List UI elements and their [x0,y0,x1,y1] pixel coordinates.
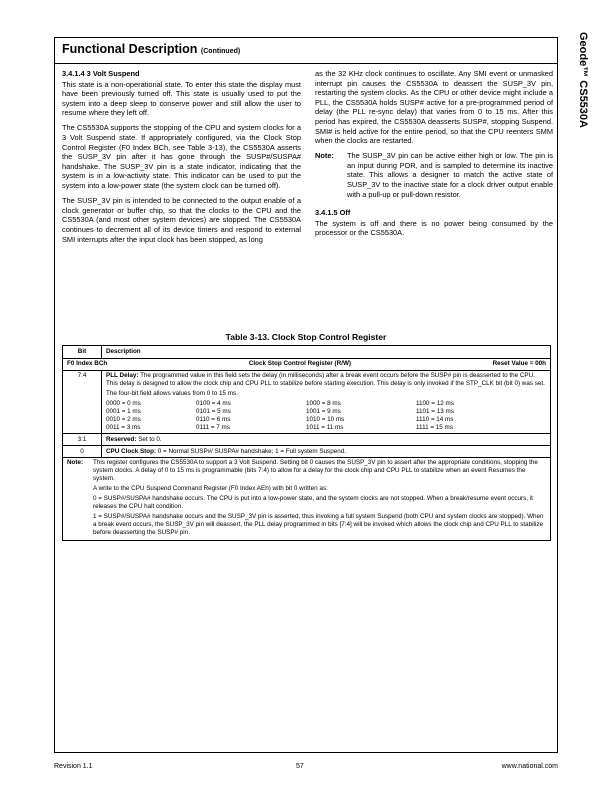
side-title: Geode™ CS5530A [577,32,589,128]
description-cell [102,446,551,458]
field-label: PLL Delay: [106,372,139,380]
delay-value: 0000 = 0 ms [106,400,141,408]
column-header-bit: Bit [63,346,102,359]
paragraph: The CS5530A supports the stopping of the CPU and system clocks for a 3 Volt Suspend state. If appropriately configured, via the Clock Stop Control Register (F0 Index BCh, see Table 3-13), the CS5530A asserts the SUSP_3V pin after it has gone through the SUSP#/SUSPA# handshake. The SUSP_3V pin is a state indicator, indicating that the system is in a low-activity state. This indicator can be used to put the system into a low-power state (the system clock can be turned off). [62,123,301,191]
paragraph: The SUSP_3V pin is intended to be connected to the output enable of a clock generator or buffer chip, so that the clocks to the CPU and the CS5530A (and most other system devices) are stopped. The CS5530A continues to decrement all of its device timers and respond to external SMI interrupts after the input clock has been stopped, as long [62,196,301,244]
table-note-cell [63,457,551,540]
table-note-paragraph: 0 = SUSP#/SUSPA# handshake occurs. The CPU is put into a low-power state, and the system clocks are not stopped. When a break/resume event occurs, it releases the CPU halt condition. [93,495,533,510]
field-text: The programmed value in this field sets the delay (in milliseconds) after a break event occurs before the SUSP# pin is deasserted to the CPU. This delay is designed to allow the clock chip and CPU PLL to stabilize before starting execution. This delay is only invoked if the STP_CLK bit (bit 0) was set. [106,372,545,388]
delay-value: 0101 = 5 ms [196,407,231,415]
delay-value: 1001 = 9 ms [306,407,341,415]
table-row [63,434,551,446]
note-text: The SUSP_3V pin can be active either high or low. The pin is an input during POR, and is sampled to determine its inactive state. This allows a designer to match the active state of SUSP_3V to the inactive state for a clock driver output enable with a pull-up or pull-down resistor. [347,151,553,199]
field-text: 0 = Normal SUSP#/ SUSPA# handshake; 1 = Full system Suspend. [157,447,346,455]
table-note-paragraph: 1 = SUSP#/SUSPA# handshake occurs and the SUSP_3V pin is asserted, thus invoking a full system Suspend (both CPU and system clocks are stopped). When a break event occurs, the SUSP_3V pin will deassert, the PLL delay programmed in bits [7:4] will be invoked which allows the clock chip and CPU PLL to stabilize before deasserting the SUSP# pin. [93,512,544,536]
right-column [315,69,553,244]
delay-value: 0011 = 3 ms [106,423,141,431]
delay-value: 1011 = 11 ms [306,423,344,431]
delay-value: 1101 = 13 ms [416,407,454,415]
table-note-row [63,457,551,540]
table-caption: Table 3-13. Clock Stop Control Register [225,332,387,342]
paragraph: as the 32 KHz clock continues to oscillate. Any SMI event or unmasked interrupt pin causes the CS5530A to deassert the SUSP_3V pin, restarting the system clocks. As the CPU or other device might include a PLL, the CS5530A holds SUSP# active for a pre-programmed period of delay (the PLL re-sync delay) that varies from 0 to 15 ms. After this period has expired, the CS5530A deasserts SUSP#, stopping Suspend. SMI# is held active for the entire period, so that the CPU reenters SMM when the clocks are restarted. [315,69,553,146]
register-info-row [63,358,551,370]
note [315,151,553,199]
heading-off: 3.4.1.5 Off [315,208,351,218]
footer-url: www.national.com [501,763,558,770]
delay-value: 1000 = 8 ms [306,400,341,408]
section-title [62,42,240,56]
footer-revision: Revision 1.1 [54,763,93,770]
bit-cell: 3:1 [63,434,102,446]
description-cell [102,370,551,433]
bit-cell: 7:4 [63,370,102,433]
field-label: Reserved: [106,435,137,443]
left-column [62,69,301,250]
delay-value: 1100 = 12 ms [416,400,454,408]
delay-value: 1111 = 15 ms [416,423,453,431]
paragraph: The system is off and there is no power being consumed by the processor or the CS5530A. [315,218,553,238]
table-row [63,370,551,433]
register-name: Clock Stop Control Register (R/W) [248,360,351,368]
heading-3-volt-suspend: 3.4.1.4 3 Volt Suspend [62,69,140,78]
delay-value: 0100 = 4 ms [196,400,231,408]
bit-cell: 0 [63,446,102,458]
register-info-cell [63,358,551,370]
register-reset-value: Reset Value = 00h [492,360,546,368]
delay-value: 0110 = 6 ms [196,415,231,423]
values-intro: The four-bit field allows values from 0 to 15 ms. [106,390,238,398]
field-label: CPU Clock Stop: [106,447,157,455]
delay-value: 1110 = 14 ms [416,415,454,423]
delay-value: 1010 = 10 ms [306,415,345,423]
section-title-text: Functional Description [62,42,198,56]
clock-stop-register-table [62,345,551,541]
section-title-continued: (Continued) [200,48,241,55]
register-index: F0 Index BCh [67,360,108,368]
table-note-label: Note: [67,459,84,467]
field-text: Set to 0. [138,435,162,443]
paragraph: This state is a non-operational state. To enter this state the display must have been previously turned off. This state is usually used to put the system into a deep sleep to conserve power and still allow the user to resume where they left off. [62,79,301,118]
note-label: Note: [315,151,334,161]
header-rule [54,63,558,64]
description-cell [102,434,551,446]
delay-value: 0111 = 7 ms [196,423,230,431]
table-header-row [63,346,551,359]
delay-value: 0001 = 1 ms [106,407,141,415]
delay-value: 0010 = 2 ms [106,415,141,423]
footer-page-number: 57 [296,763,304,770]
delay-values-grid [106,400,546,432]
table-row [63,446,551,458]
table-note-paragraph: This register configures the CS5530A to support a 3 Volt Suspend. Setting bit 0 causes the SUSP_3V pin to assert after the appropriate conditions, stopping the system clocks. A delay of 0 to 15 ms is programmable (bits 7:4) to allow for a delay for the clock chip and CPU PLL to stabilize when an event Resumes the system. [93,459,538,483]
column-header-description: Description [102,346,551,359]
table-note-paragraph: A write to the CPU Suspend Command Register (F0 Index AEh) with bit 0 written as: [93,485,328,493]
